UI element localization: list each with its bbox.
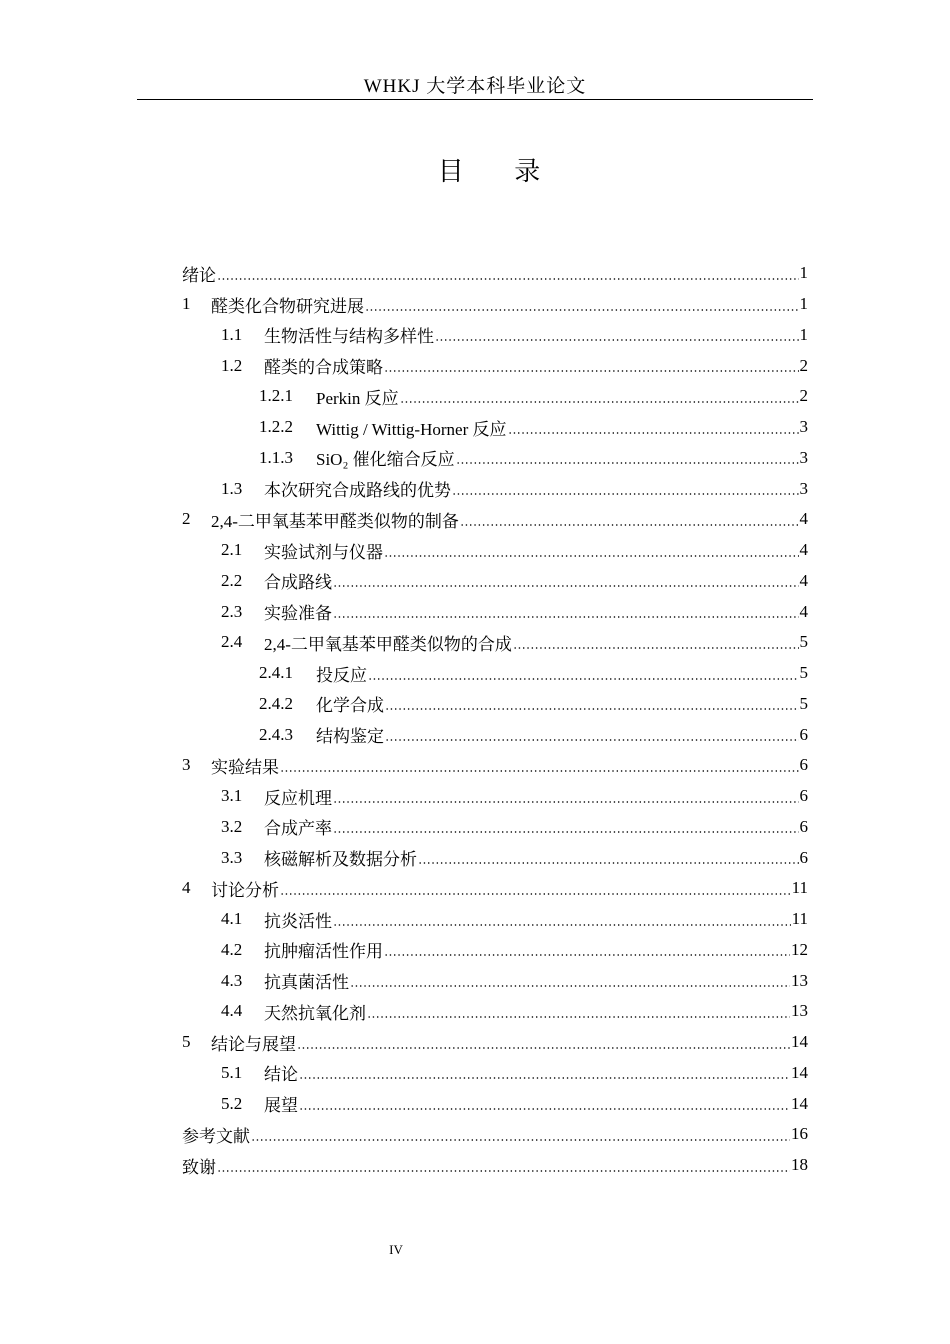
toc-entry-page: 16 <box>791 1124 808 1144</box>
toc-entry-page: 4 <box>799 509 808 529</box>
toc-entry[interactable] <box>182 935 808 966</box>
toc-entry-number: 1.2.1 <box>259 386 293 406</box>
toc-entry-page: 3 <box>799 417 808 437</box>
toc-entry-page: 1 <box>799 324 808 344</box>
toc-dot-leader <box>299 1108 790 1110</box>
toc-entry-label: 本次研究合成路线的优势 <box>264 481 451 501</box>
toc-entry-label: 生物活性与结构多样性 <box>264 327 434 347</box>
toc-entry-page: 6 <box>799 786 808 806</box>
toc-entry-page: 14 <box>791 1032 808 1052</box>
toc-dot-leader <box>350 985 790 987</box>
toc-entry-number: 4 <box>182 878 191 898</box>
toc-entry[interactable] <box>182 381 808 412</box>
toc-entry[interactable] <box>182 1088 808 1119</box>
toc-dot-leader <box>385 739 799 741</box>
toc-entry-page: 1 <box>799 263 808 283</box>
toc-dot-leader <box>217 278 799 280</box>
toc-entry-page: 5 <box>799 693 808 713</box>
toc-entry-label: 结论与展望 <box>211 1034 296 1054</box>
toc-entry-number: 2.2 <box>221 570 243 590</box>
toc-dot-leader <box>333 924 791 926</box>
toc-entry-page: 6 <box>799 847 808 867</box>
toc-entry-number: 1.2 <box>221 355 243 375</box>
toc-entry[interactable] <box>182 289 808 320</box>
toc-dot-leader <box>384 370 799 372</box>
toc-entry[interactable] <box>182 258 808 289</box>
toc-entry-label: 实验结果 <box>211 757 279 777</box>
toc-entry-label: 化学合成 <box>316 696 384 716</box>
toc-entry-number: 3 <box>182 755 191 775</box>
toc-entry[interactable] <box>182 443 808 474</box>
toc-entry[interactable] <box>182 689 808 720</box>
toc-entry-page: 2 <box>799 386 808 406</box>
toc-entry-label: 2,4-二甲氧基苯甲醛类似物的制备 <box>211 511 459 531</box>
toc-entry-number: 3.2 <box>221 816 243 836</box>
toc-title: 目 录 <box>437 157 563 186</box>
toc-dot-leader <box>280 893 791 895</box>
toc-entry[interactable] <box>182 535 808 566</box>
toc-entry-page: 5 <box>799 663 808 683</box>
toc-entry-page: 6 <box>799 755 808 775</box>
toc-entry-label: 展望 <box>264 1096 298 1116</box>
toc-entry-page: 14 <box>791 1093 808 1113</box>
toc-entry-label: 参考文献 <box>182 1126 250 1146</box>
toc-entry-number: 4.1 <box>221 909 243 929</box>
toc-dot-leader <box>384 954 790 956</box>
toc-entry-page: 3 <box>799 478 808 498</box>
table-of-contents <box>182 258 808 1181</box>
toc-entry-number: 2.4 <box>221 632 243 652</box>
toc-dot-leader <box>452 493 799 495</box>
toc-entry[interactable] <box>182 596 808 627</box>
toc-entry-label: 醛类化合物研究进展 <box>211 296 364 316</box>
toc-dot-leader <box>333 585 799 587</box>
toc-dot-leader <box>418 862 799 864</box>
toc-entry-label: 绪论 <box>182 265 216 285</box>
toc-entry-number: 5.1 <box>221 1062 243 1082</box>
toc-entry-label: 核磁解析及数据分析 <box>264 850 417 870</box>
toc-entry-number: 4.3 <box>221 970 243 990</box>
header-rule <box>137 99 813 100</box>
toc-entry[interactable] <box>182 781 808 812</box>
toc-entry-page: 1 <box>799 294 808 314</box>
toc-entry[interactable] <box>182 350 808 381</box>
toc-dot-leader <box>299 1077 790 1079</box>
toc-entry-label: 讨论分析 <box>211 880 279 900</box>
toc-entry-label: 结构鉴定 <box>316 727 384 747</box>
toc-entry-page: 18 <box>791 1155 808 1175</box>
toc-entry-number: 1.1.3 <box>259 447 293 467</box>
toc-entry-label: 反应机理 <box>264 788 332 808</box>
toc-entry[interactable] <box>182 1119 808 1150</box>
toc-entry-number: 2.3 <box>221 601 243 621</box>
toc-entry-number: 4.4 <box>221 1001 243 1021</box>
toc-entry-number: 1.1 <box>221 324 243 344</box>
toc-entry-page: 6 <box>799 724 808 744</box>
toc-dot-leader <box>513 647 799 649</box>
toc-entry-number: 4.2 <box>221 939 243 959</box>
toc-dot-leader <box>367 1016 790 1018</box>
toc-dot-leader <box>333 831 799 833</box>
toc-dot-leader <box>384 555 799 557</box>
toc-entry-page: 6 <box>799 816 808 836</box>
toc-dot-leader <box>251 1139 790 1141</box>
toc-entry-label: 合成产率 <box>264 819 332 839</box>
toc-entry[interactable] <box>182 996 808 1027</box>
toc-entry-page: 13 <box>791 970 808 990</box>
toc-entry-page: 14 <box>791 1062 808 1082</box>
toc-entry[interactable] <box>182 719 808 750</box>
toc-dot-leader <box>368 678 799 680</box>
toc-dot-leader <box>217 1170 790 1172</box>
toc-entry-label: 抗肿瘤活性作用 <box>264 942 383 962</box>
toc-dot-leader <box>385 708 799 710</box>
toc-dot-leader <box>400 401 799 403</box>
toc-entry-label: 醛类的合成策略 <box>264 358 383 378</box>
toc-dot-leader <box>333 801 799 803</box>
toc-entry-label: 实验试剂与仪器 <box>264 542 383 562</box>
toc-entry-number: 2 <box>182 509 191 529</box>
toc-entry-label: 致谢 <box>182 1157 216 1177</box>
toc-entry-label: 天然抗氧化剂 <box>264 1003 366 1023</box>
toc-entry[interactable] <box>182 965 808 996</box>
toc-entry-label: 抗炎活性 <box>264 911 332 931</box>
toc-entry-label: SiO₂ 催化缩合反应 <box>316 450 455 470</box>
toc-entry-page: 13 <box>791 1001 808 1021</box>
toc-entry-page: 4 <box>799 601 808 621</box>
toc-entry-label: 2,4-二甲氧基苯甲醛类似物的合成 <box>264 634 512 654</box>
page-number: IV <box>389 1242 403 1257</box>
toc-entry[interactable] <box>182 750 808 781</box>
toc-entry-label: 投反应 <box>316 665 367 685</box>
toc-entry-label: 结论 <box>264 1065 298 1085</box>
toc-entry-number: 3.3 <box>221 847 243 867</box>
toc-dot-leader <box>333 616 799 618</box>
toc-entry-label: 实验准备 <box>264 604 332 624</box>
toc-entry[interactable] <box>182 627 808 658</box>
toc-entry-label: Wittig / Wittig-Horner 反应 <box>316 419 507 439</box>
toc-entry-number: 2.4.1 <box>259 663 293 683</box>
toc-entry-page: 12 <box>791 939 808 959</box>
toc-entry[interactable] <box>182 904 808 935</box>
toc-dot-leader <box>297 1047 790 1049</box>
running-header: WHKJ 大学本科毕业论文 <box>363 76 587 97</box>
toc-dot-leader <box>280 770 799 772</box>
toc-entry[interactable] <box>182 873 808 904</box>
toc-entry-page: 3 <box>799 447 808 467</box>
toc-entry-page: 2 <box>799 355 808 375</box>
toc-entry[interactable] <box>182 412 808 443</box>
toc-entry-number: 5.2 <box>221 1093 243 1113</box>
toc-entry-number: 1.2.2 <box>259 417 293 437</box>
toc-entry-page: 4 <box>799 570 808 590</box>
toc-dot-leader <box>508 432 799 434</box>
toc-entry[interactable] <box>182 658 808 689</box>
toc-entry[interactable] <box>182 320 808 351</box>
toc-entry-number: 3.1 <box>221 786 243 806</box>
toc-entry-page: 5 <box>799 632 808 652</box>
toc-dot-leader <box>456 462 799 464</box>
toc-entry[interactable] <box>182 566 808 597</box>
toc-entry-label: 合成路线 <box>264 573 332 593</box>
toc-entry-number: 2.4.3 <box>259 724 293 744</box>
toc-dot-leader <box>365 309 799 311</box>
toc-entry[interactable] <box>182 842 808 873</box>
toc-entry[interactable] <box>182 812 808 843</box>
toc-entry-number: 2.1 <box>221 540 243 560</box>
toc-entry[interactable] <box>182 1150 808 1181</box>
toc-entry-page: 11 <box>791 909 808 929</box>
toc-entry-label: Perkin 反应 <box>316 388 399 408</box>
toc-entry[interactable] <box>182 1027 808 1058</box>
toc-entry[interactable] <box>182 504 808 535</box>
toc-entry[interactable] <box>182 473 808 504</box>
toc-entry-number: 2.4.2 <box>259 693 293 713</box>
toc-entry-number: 5 <box>182 1032 191 1052</box>
toc-entry-page: 11 <box>791 878 808 898</box>
toc-entry-page: 4 <box>799 540 808 560</box>
toc-entry-label: 抗真菌活性 <box>264 973 349 993</box>
toc-entry-number: 1 <box>182 294 191 314</box>
toc-dot-leader <box>460 524 799 526</box>
toc-dot-leader <box>435 339 799 341</box>
toc-entry[interactable] <box>182 1058 808 1089</box>
toc-entry-number: 1.3 <box>221 478 243 498</box>
